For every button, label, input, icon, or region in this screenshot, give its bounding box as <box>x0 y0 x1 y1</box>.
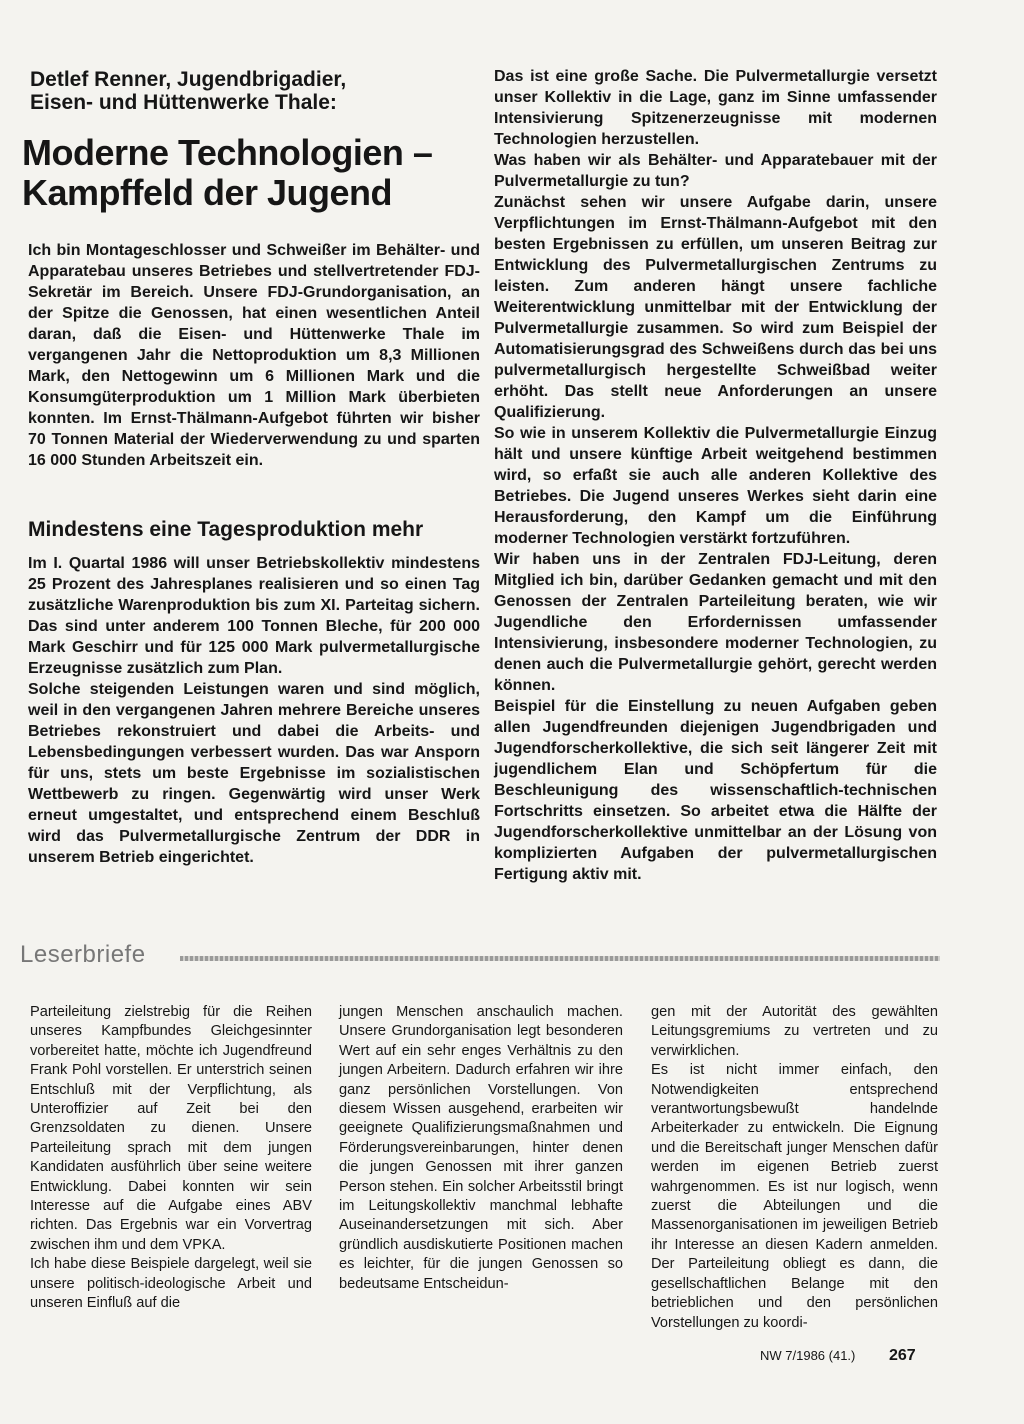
letter-paragraph: Ich habe diese Beispiele dargelegt, weil sie unsere politisch-ideologische Arbeit und unseren Einfluß auf die <box>30 1256 312 1312</box>
author-line: Detlef Renner, Jugendbrigadier, <box>30 68 347 91</box>
letter-paragraph: gen mit der Autorität des gewählten Leitungsgremiums zu vertreten und zu verwirklichen. <box>651 1004 938 1059</box>
title-line: Moderne Technologien – <box>22 132 433 173</box>
body-paragraph: Beispiel für die Einstellung zu neuen Aufgaben geben allen Jugendfreunden diejenigen Jugendbrigaden und Jugendforscherkollektive, die sich seit längerer Zeit mit jugendlichem Elan und Schöpfertum für die Beschleunigung des wissenschaftlich-technischen Fortschritts einsetzen. So arbeitet etwa die Hälfte der Jugendforscherkollektive unmittelbar an der Lösung von komplizierten Aufgaben der pulvermetallurgischen Fertigung aktiv mit. <box>494 698 937 883</box>
article-author <box>30 68 470 114</box>
letter-column-1 <box>30 1003 312 1314</box>
page-footer <box>760 1347 960 1365</box>
section-divider <box>180 956 940 961</box>
letter-column-2 <box>339 1003 623 1294</box>
body-paragraph: Zunächst sehen wir unsere Aufgabe darin, unsere Verpflichtungen im Ernst-Thälmann-Aufgebot mit den besten Ergebnissen zu erfüllen, um unseren Beitrag zur Entwicklung des Pulvermetallurgischen Zentrums zu leisten. Zum anderen hängt unsere fachliche Weiterentwicklung unmittelbar mit der Entwicklung der Pulvermetallurgie zusammen. So wird zum Beispiel der Automatisierungsgrad des Schweißens durch das bei uns pulvermetallurgisch hergestellte Schweißbad weiter erhöht. Das stellt neue Anforderungen an unsere Qualifizierung. <box>494 194 937 421</box>
body-paragraph: Solche steigenden Leistungen waren und sind möglich, weil in den vergangenen Jahren mehrere Bereiche unseres Betriebes rekonstruiert und dabei die Arbeits- und Lebensbedingungen verbessert wurden. Das war Ansporn für uns, stets um beste Ergebnisse im sozialistischen Wettbewerb zu ringen. Gegenwärtig wird unser Werk erneut umgestaltet, und entsprechend einem Beschluß wird das Pulvermetallurgische Zentrum der DDR in unserem Betrieb eingerichtet. <box>28 681 480 866</box>
issue-reference: NW 7/1986 (41.) <box>760 1348 856 1363</box>
letter-paragraph: jungen Menschen anschaulich machen. Unsere Grundorganisation legt besonderen Wert auf ein sehr enges Verhältnis zu den jungen Arbeitern. Dadurch erfahren wir ihre ganz persönlichen Vorstellungen. Von diesem Wissen ausgehend, erarbeiten wir geeignete Qualifizierungsmaßnahmen und Förderungsvereinbarungen, hinter denen die jungen Genossen mit ihrer ganzen Person stehen. Ein solcher Arbeitsstil bringt im Leitungskollektiv manchmal lebhafte Auseinandersetzungen mit sich. Aber gründlich ausdiskutierte Positionen machen es leichter, für die jungen Genossen so bedeutsame Entscheidun- <box>339 1004 623 1292</box>
page-number: 267 <box>889 1347 916 1364</box>
intro-paragraph: Ich bin Montageschlosser und Schweißer im Behälter- und Apparatebau unseres Betriebes und stellvertretender FDJ-Sekretär im Bereich. Unsere FDJ-Grundorganisation, an der Spitze die Genossen, hat einen wesentlichen Anteil daran, daß die Eisen- und Hüttenwerke Thale im vergangenen Jahr die Nettoproduktion um 8,3 Millionen Mark, den Nettogewinn um 6 Millionen Mark und die Konsumgüterproduktion um 1 Million Mark überbieten konnten. Im Ernst-Thälmann-Aufgebot führten wir bisher 70 Tonnen Material der Wiederverwendung zu und sparten 16 000 Stunden Arbeitszeit ein. <box>28 242 480 469</box>
article-right-column <box>494 66 937 885</box>
article-title <box>22 133 482 213</box>
author-line: Eisen- und Hüttenwerke Thale: <box>30 91 337 114</box>
letter-column-3 <box>651 1003 938 1333</box>
section-title: Leserbriefe <box>20 941 146 968</box>
letter-paragraph: Parteileitung zielstrebig für die Reihen unseres Kampfbundes Gleichgesinnter vorbereitet hatte, möchte ich Jugendfreund Frank Pohl vorstellen. Er unterstrich seinen Entschluß mit der Verpflichtung, als Unteroffizier auf Zeit bei den Grenzsoldaten zu dienen. Unsere Parteileitung sprach mit dem jungen Kandidaten ausführlich über seine weitere Entwicklung. Dabei konnten wir sein Interesse auf die Aufgabe eines ABV richten. Das Ergebnis war ein Vorvertrag zwischen ihm und dem VPKA. <box>30 1004 312 1253</box>
article-intro <box>28 240 480 471</box>
title-line: Kampffeld der Jugend <box>22 172 393 213</box>
body-paragraph: So wie in unserem Kollektiv die Pulvermetallurgie Einzug hält und unsere künftige Arbeit weitgehend bestimmen wird, so erfaßt sie auch alle anderen Kollektive des Betriebes. Die Jugend unseres Werkes sieht darin eine Herausforderung, den Kampf um die Einführung moderner Technologien verstärkt fortzuführen. <box>494 425 937 547</box>
article-subheading: Mindestens eine Tagesproduktion mehr <box>28 518 424 541</box>
body-paragraph: Was haben wir als Behälter- und Apparatebauer mit der Pulvermetallurgie zu tun? <box>494 152 937 190</box>
article-left-column <box>28 553 480 868</box>
body-paragraph: Im I. Quartal 1986 will unser Betriebskollektiv mindestens 25 Prozent des Jahresplanes realisieren und so einen Tag zusätzliche Warenproduktion bis zum XI. Parteitag sichern. Das sind unter anderem 100 Tonnen Bleche, für 200 000 Mark Geschirr und für 125 000 Mark pulvermetallurgische Erzeugnisse zusätzlich zum Plan. <box>28 555 480 677</box>
letter-paragraph: Es ist nicht immer einfach, den Notwendigkeiten entsprechend verantwortungsbewußt handelnde Arbeiterkader zu entwickeln. Die Eignung und die Bereitschaft junger Menschen dafür werden im eigenen Betrieb zuerst wahrgenommen. Es ist nur logisch, wenn zuerst die Abteilungen und die Massenorganisationen im jeweiligen Betrieb ihr Interesse an diesen Kadern anmelden. Der Parteileitung obliegt es dann, die gesellschaftlichen Belange mit den betrieblichen und den persönlichen Vorstellungen zu koordi- <box>651 1062 938 1331</box>
body-paragraph: Wir haben uns in der Zentralen FDJ-Leitung, deren Mitglied ich bin, darüber Gedanken gemacht und mit den Genossen der Zentralen Parteileitung beraten, wie wir Jugendliche den Erfordernissen umfassender Intensivierung, insbesondere moderner Technologien, zu denen auch die Pulvermetallurgie gehört, gerecht werden können. <box>494 551 937 694</box>
body-paragraph: Das ist eine große Sache. Die Pulvermetallurgie versetzt unser Kollektiv in die Lage, ganz im Sinne umfassender Intensivierung Spitzenerzeugnisse mit modernen Technologien herzustellen. <box>494 68 937 148</box>
section-header <box>20 940 940 980</box>
